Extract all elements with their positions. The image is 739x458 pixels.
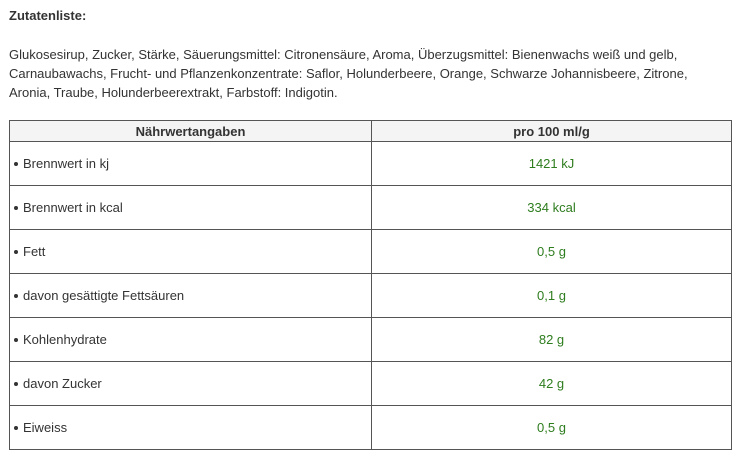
- nutrient-value: 0,5 g: [372, 230, 732, 274]
- nutrient-value: 334 kcal: [372, 186, 732, 230]
- nutrient-name: Kohlenhydrate: [23, 332, 107, 347]
- table-row: [10, 274, 732, 318]
- nutrient-cell: [10, 362, 372, 406]
- nutrient-value: 42 g: [372, 362, 732, 406]
- table-row: [10, 230, 732, 274]
- bullet-icon: [14, 338, 18, 342]
- table-row: [10, 362, 732, 406]
- nutrient-cell: [10, 230, 372, 274]
- nutrient-value: 0,5 g: [372, 406, 732, 450]
- table-row: [10, 318, 732, 362]
- nutrient-cell: [10, 186, 372, 230]
- nutrient-value: 82 g: [372, 318, 732, 362]
- nutrient-name: Brennwert in kcal: [23, 200, 123, 215]
- nutrient-cell: [10, 142, 372, 186]
- nutrition-table: [9, 120, 732, 450]
- table-header-row: [10, 121, 732, 142]
- header-per-100: pro 100 ml/g: [372, 121, 732, 142]
- nutrient-name: Brennwert in kj: [23, 156, 109, 171]
- nutrient-name: davon Zucker: [23, 376, 102, 391]
- bullet-icon: [14, 294, 18, 298]
- nutrient-cell: [10, 318, 372, 362]
- bullet-icon: [14, 426, 18, 430]
- nutrient-name: Eiweiss: [23, 420, 68, 435]
- header-nutrient: Nährwertangaben: [10, 121, 372, 142]
- nutrient-name: Fett: [23, 244, 46, 259]
- nutrient-name: davon gesättigte Fettsäuren: [23, 288, 185, 303]
- table-row: [10, 406, 732, 450]
- ingredients-text: Glukosesirup, Zucker, Stärke, Säuerungsmittel: Citronensäure, Aroma, Überzugsmittel: Bienenwachs weiß und gelb, Carnaubawachs, Frucht- und Pflanzenkonzentrate: Saflor, Holunderbeere, Orange, Schwarze Johannisbeere, Zitrone, Aronia, Traube, Holunderbeerextrakt, Farbstoff: Indigotin.: [9, 47, 688, 100]
- bullet-icon: [14, 382, 18, 386]
- ingredients-heading: Zutatenliste:: [9, 8, 87, 23]
- bullet-icon: [14, 162, 18, 166]
- bullet-icon: [14, 206, 18, 210]
- bullet-icon: [14, 250, 18, 254]
- nutrient-cell: [10, 274, 372, 318]
- table-row: [10, 142, 732, 186]
- nutrient-value: 0,1 g: [372, 274, 732, 318]
- nutrient-cell: [10, 406, 372, 450]
- nutrient-value: 1421 kJ: [372, 142, 732, 186]
- table-row: [10, 186, 732, 230]
